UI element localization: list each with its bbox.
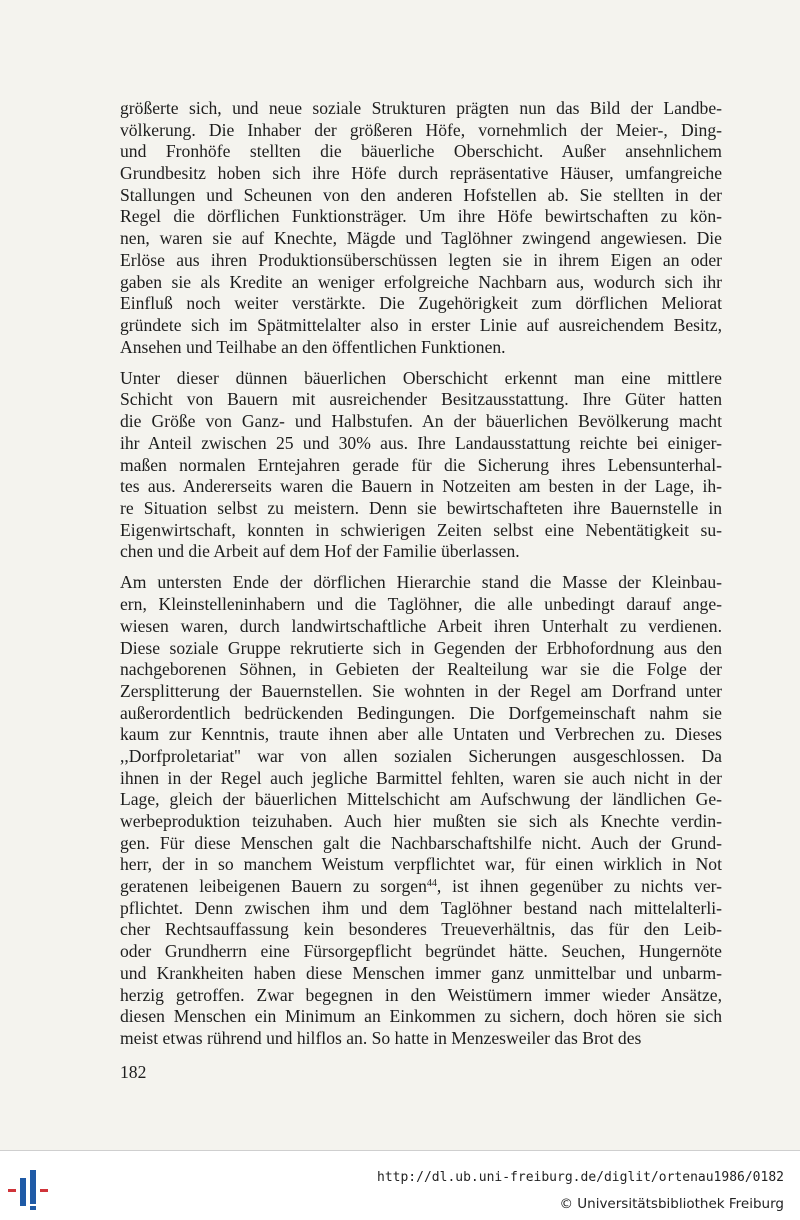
text-line: Unter dieser dünnen bäuerlichen Oberschicht erkennt man eine mittlere — [120, 367, 722, 388]
paragraph-gap — [120, 358, 722, 368]
text-line: maßen normalen Erntejahren gerade für die Sicherung ihres Lebensunterhal- — [120, 454, 722, 475]
text-line: kaum zur Kenntnis, traute ihnen aber alle Untaten und Verbrechen zu. Dieses — [120, 724, 722, 745]
text-line: und Krankheiten haben diese Menschen immer ganz unmittelbar und unbarm- — [120, 962, 722, 983]
text-line: außerordentlich bedrückenden Bedingungen. Die Dorfgemeinschaft nahm sie — [120, 702, 722, 723]
footer-divider — [0, 1150, 800, 1151]
text-line: Am untersten Ende der dörflichen Hierarchie stand die Masse der Kleinbau- — [120, 572, 722, 593]
text-line: nen, waren sie auf Knechte, Mägde und Taglöhner zwingend angewiesen. Die — [120, 228, 722, 249]
text-line: Zersplitterung der Bauernstellen. Sie wohnten in der Regel am Dorfrand unter — [120, 680, 722, 701]
text-line: gaben sie als Kredite an weniger erfolgreiche Nachbarn aus, wodurch sich ihr — [120, 271, 722, 292]
paragraph — [120, 572, 722, 1049]
text-line: wiesen waren, durch landwirtschaftliche Arbeit ihren Unterhalt zu verdienen. — [120, 615, 722, 636]
text-line: völkerung. Die Inhaber der größeren Höfe, vornehmlich der Meier-, Ding- — [120, 119, 722, 140]
text-line: Schicht von Bauern mit ausreichender Besitzausstattung. Ihre Güter hatten — [120, 389, 722, 410]
text-line: ihnen in der Regel auch jegliche Barmittel fehlten, waren sie auch nicht in der — [120, 767, 722, 788]
footnote-marker: 44 — [426, 878, 437, 890]
text-line: Einfluß noch weiter verstärkte. Die Zugehörigkeit zum dörflichen Meliorat — [120, 293, 722, 314]
text-line: Lage, gleich der bäuerlichen Mittelschicht am Aufschwung der ländlichen Ge- — [120, 789, 722, 810]
text-line: Stallungen und Scheunen von den anderen Hofstellen ab. Sie stellten in der — [120, 184, 722, 205]
text-line: chen und die Arbeit auf dem Hof der Familie überlassen. — [120, 541, 520, 562]
text-line: gründete sich im Spätmittelalter also in erster Linie auf ausreichendem Besitz, — [120, 314, 722, 335]
text-line: Regel die dörflichen Funktionsträger. Um ihre Höfe bewirtschaften zu kön- — [120, 206, 722, 227]
text-line: herr, der in so manchem Weistum verpflichtet war, für einen wirklich in Not — [120, 854, 722, 875]
text-line: tes aus. Andererseits waren die Bauern in Notzeiten am besten in der Lage, ih- — [120, 476, 722, 497]
page-number: 182 — [120, 1062, 147, 1082]
paragraph — [120, 98, 722, 358]
permalink-url[interactable]: http://dl.ub.uni-freiburg.de/diglit/ortenau1986/0182 — [377, 1170, 784, 1185]
text-line: Grundbesitz hoben sich ihre Höfe durch repräsentative Häuser, umfangreiche — [120, 163, 722, 184]
text-line: geratenen leibeigenen Bauern zu sorgen$^{44}$, ist ihnen gegenüber zu nichts ver- — [120, 876, 723, 897]
copyright-notice: © Universitätsbibliothek Freiburg — [559, 1196, 784, 1212]
text-line: werbeproduktion teizuhaben. Auch hier mußten sie sich als Knechte verdin- — [120, 811, 722, 831]
ub-freiburg-logo-icon — [8, 1170, 52, 1210]
text-line: oder Grundherrn eine Fürsorgepflicht begründet hätte. Seuchen, Hungernöte — [120, 941, 722, 962]
text-line: Eigenwirtschaft, konnten in schwierigen Zeiten selbst eine Nebentätigkeit su- — [120, 519, 722, 540]
text-line: re Situation selbst zu meistern. Denn sie bewirtschafteten ihre Bauernstelle in — [120, 497, 722, 518]
text-line: Erlöse aus ihren Produktionsüberschüssen legten sie in ihrem Eigen an oder — [120, 249, 722, 270]
text-line: ,,Dorfproletariat'' war von allen sozialen Sicherungen ausgeschlossen. Da — [120, 745, 722, 766]
text-line: die Größe von Ganz- und Halbstufen. An der bäuerlichen Bevölkerung macht — [120, 411, 722, 432]
text-line: Ansehen und Teilhabe an den öffentlichen Funktionen. — [120, 336, 506, 357]
text-line: Diese soziale Gruppe rekrutierte sich in Gegenden der Erbhofordnung aus den — [120, 637, 722, 658]
text-line: herzig getroffen. Zwar begegnen in den Weistümern immer wieder Ansätze, — [120, 984, 722, 1005]
text-line: pflichtet. Denn zwischen ihm und dem Taglöhner bestand nach mittelalterli- — [120, 897, 722, 918]
text-line: ihr Anteil zwischen 25 und 30% aus. Ihre Landausstattung reichte bei einiger- — [120, 432, 722, 453]
text-line: cher Rechtsauffassung kein besonderes Treueverhältnis, das für den Leib- — [120, 919, 722, 940]
text-line: nachgeborenen Söhnen, in Gebieten der Realteilung war sie die Folge der — [120, 659, 722, 680]
paragraph-gap — [120, 563, 722, 573]
text-line: gen. Für diese Menschen galt die Nachbarschaftshilfe nicht. Auch der Grund- — [120, 832, 722, 853]
text-line: größerte sich, und neue soziale Strukturen prägten nun das Bild der Landbe- — [120, 98, 722, 118]
text-line: ern, Kleinstelleninhabern und die Taglöhner, die alle unbedingt darauf ange- — [120, 594, 722, 615]
body-text — [120, 98, 722, 1050]
text-line: und Fronhöfe stellten die bäuerliche Oberschicht. Außer ansehnlichem — [120, 141, 722, 162]
text-line: meist etwas rührend und hilflos an. So hatte in Menzesweiler das Brot des — [120, 1027, 642, 1048]
text-line: diesen Menschen ein Minimum an Einkommen zu sichern, doch hören sie sich — [120, 1006, 722, 1027]
paragraph — [120, 368, 722, 563]
